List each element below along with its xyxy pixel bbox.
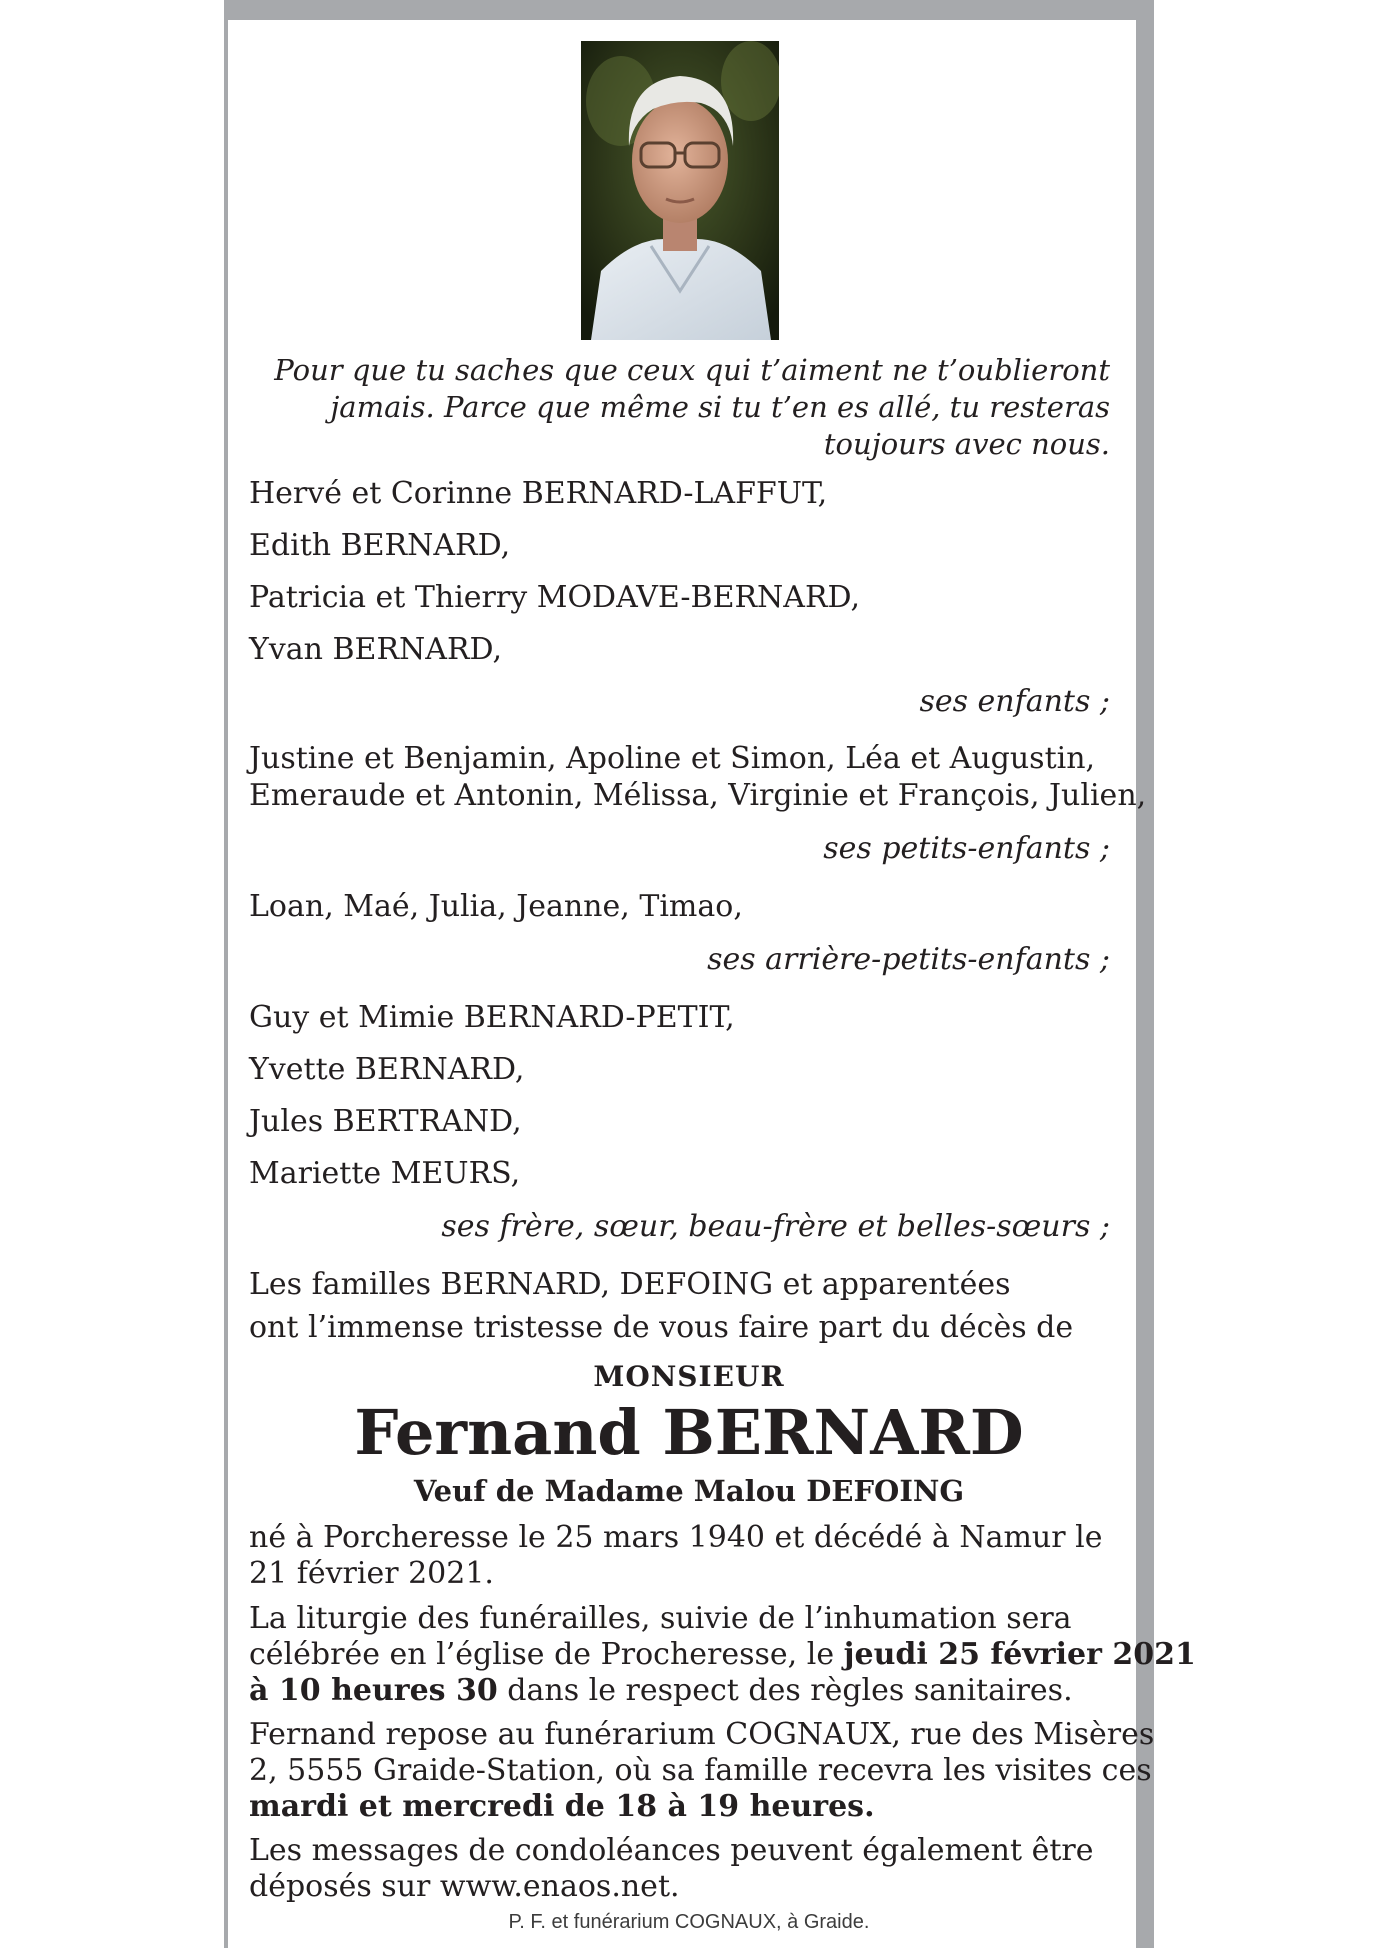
sibling-name: Guy et Mimie BERNARD-PETIT, xyxy=(249,1000,735,1035)
funeral-text: célébrée en l’église de Procheresse, le xyxy=(249,1637,844,1672)
deceased-name: Fernand BERNARD xyxy=(354,1396,1024,1469)
spouse-line: Veuf de Madame Malou DEFOING xyxy=(413,1474,965,1508)
child-name: Yvan BERNARD, xyxy=(249,632,503,667)
quote-line-3: toujours avec nous. xyxy=(823,427,1110,461)
funeral-line: La liturgie des funérailles, suivie de l’inhumation sera xyxy=(249,1601,1072,1636)
condolences-line: Les messages de condoléances peuvent également être xyxy=(249,1833,1094,1868)
child-name: Edith BERNARD, xyxy=(249,528,511,563)
condolences-line: déposés sur www.enaos.net. xyxy=(249,1869,680,1904)
quote-line-2: jamais. Parce que même si tu t’en es allé, tu resteras xyxy=(330,390,1110,424)
funeral-line xyxy=(249,1672,1073,1709)
funeral-line xyxy=(249,1636,1196,1673)
funeral-time: à 10 heures 30 xyxy=(249,1673,498,1708)
child-name: Hervé et Corinne BERNARD-LAFFUT, xyxy=(249,476,828,511)
sibling-name: Jules BERTRAND, xyxy=(249,1104,522,1139)
announcement-line: ont l’immense tristesse de vous faire part du décès de xyxy=(249,1310,1074,1345)
quote-line-1: Pour que tu saches que ceux qui t’aiment ne t’oublieront xyxy=(274,353,1110,387)
birth-death-line: 21 février 2021. xyxy=(249,1556,494,1591)
grandchildren-line: Emeraude et Antonin, Mélissa, Virginie et François, Julien, xyxy=(249,778,1147,813)
visitation-line: 2, 5555 Graide-Station, où sa famille recevra les visites ces xyxy=(249,1753,1152,1788)
child-name: Patricia et Thierry MODAVE-BERNARD, xyxy=(249,580,861,615)
funeral-home-credit: P. F. et funérarium COGNAUX, à Graide. xyxy=(508,1911,870,1933)
grandchildren-label: ses petits-enfants ; xyxy=(823,831,1110,866)
sibling-name: Yvette BERNARD, xyxy=(249,1052,525,1087)
visitation-line: Fernand repose au funérarium COGNAUX, rue des Misères xyxy=(249,1717,1155,1752)
birth-death-line: né à Porcheresse le 25 mars 1940 et décédé à Namur le xyxy=(249,1520,1103,1555)
sibling-name: Mariette MEURS, xyxy=(249,1156,521,1191)
great-grandchildren-line: Loan, Maé, Julia, Jeanne, Timao, xyxy=(249,889,743,924)
announcement-line: Les familles BERNARD, DEFOING et apparentées xyxy=(249,1267,1011,1302)
visitation-hours-text: mardi et mercredi de 18 à 19 heures. xyxy=(249,1789,875,1824)
siblings-label: ses frère, sœur, beau-frère et belles-sœurs ; xyxy=(441,1209,1110,1244)
children-label: ses enfants ; xyxy=(919,684,1110,719)
deceased-title: MONSIEUR xyxy=(593,1360,785,1393)
grandchildren-line: Justine et Benjamin, Apoline et Simon, Léa et Augustin, xyxy=(249,741,1096,776)
great-grandchildren-label: ses arrière-petits-enfants ; xyxy=(707,942,1110,977)
funeral-text: dans le respect des règles sanitaires. xyxy=(497,1673,1073,1708)
funeral-date: jeudi 25 février 2021 xyxy=(843,1637,1196,1672)
portrait-photo xyxy=(581,41,779,340)
visitation-hours xyxy=(249,1788,875,1825)
